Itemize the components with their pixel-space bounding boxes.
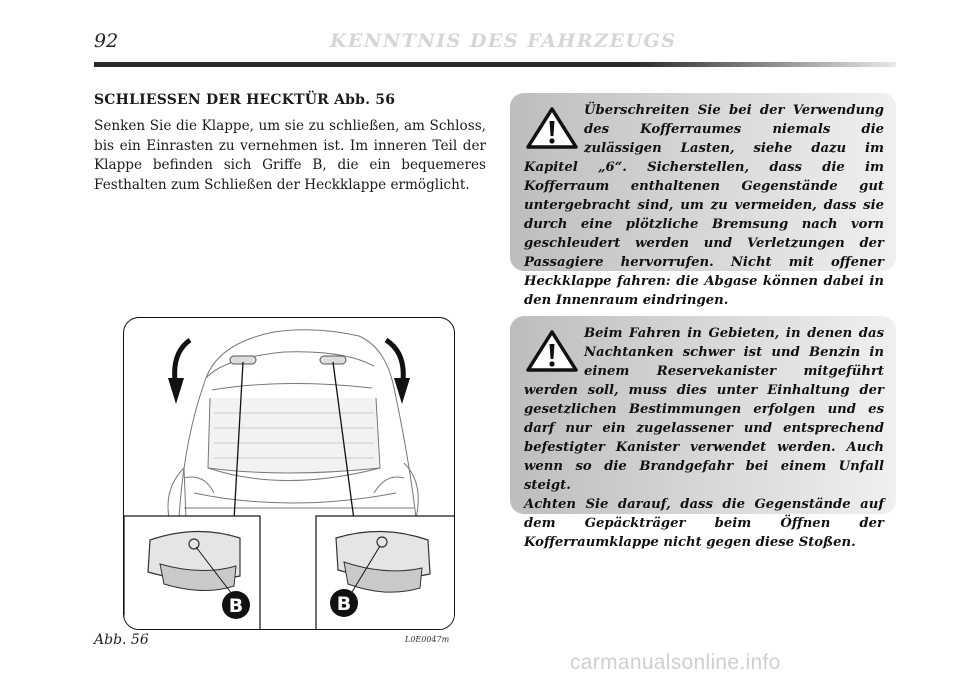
header-rule (94, 62, 896, 68)
warning-text-2: Achten Sie darauf, dass die Gegenstände auf dem Gepäckträger beim Öffnen der Kofferraumklappe nicht gegen diese Stoßen. (524, 497, 884, 550)
watermark: carmanualsonline.info (570, 651, 781, 674)
warning-text: Beim Fahren in Gebieten, in denen das Nachtanken schwer ist und Benzin in einem Reservekanister mitgeführt werden soll, muss dies unter Einhaltung der gesetzlichen Bestimmungen erfolgen und es darf nur ein zugelassener und entsprechend befestigter Kanister verwendet werden. Auch wenn so die Brandgefahr bei einem Unfall steigt. (524, 326, 884, 493)
section-heading: SCHLIESSEN DER HECKTÜR Abb. 56 (94, 92, 396, 108)
body-paragraph: Senken Sie die Klappe, um sie zu schließen, am Schloss, bis ein Einrasten zu vernehmen ist. Im inneren Teil der Klappe befinden sich Griffe B, die ein bequemeres Festhalten zum Schließen der Heckklappe ermöglicht. (94, 118, 486, 193)
warning-triangle-icon (524, 105, 580, 151)
warning-box-fuel (510, 316, 896, 550)
figure-caption: Abb. 56 (94, 632, 149, 648)
callout-label-left: B (228, 595, 244, 617)
warning-box-load (510, 93, 896, 308)
warning-text: Überschreiten Sie bei der Verwendung des Kofferraumes niemals die zulässigen Lasten, siehe dazu im Kapitel „6“. Sicherstellen, dass die im Kofferraum enthaltenen Gegenstände gut untergebracht sind, um zu vermeiden, dass sie durch eine plötzliche Bremsung nach vorn geschleudert werden und Verletzungen der Passagiere hervorrufen. Nicht mit offener Heckklappe fahren: die Abgase können dabei in den Innenraum eindringen. (524, 103, 884, 308)
running-header: KENNTNIS DES FAHRZEUGS (330, 30, 677, 52)
warning-triangle-icon (524, 328, 580, 374)
callout-label-right: B (336, 593, 352, 615)
tailgate-illustration (124, 318, 455, 630)
figure-tailgate (123, 317, 455, 630)
page-number: 92 (94, 30, 119, 52)
figure-code: L0E0047m (405, 635, 450, 644)
